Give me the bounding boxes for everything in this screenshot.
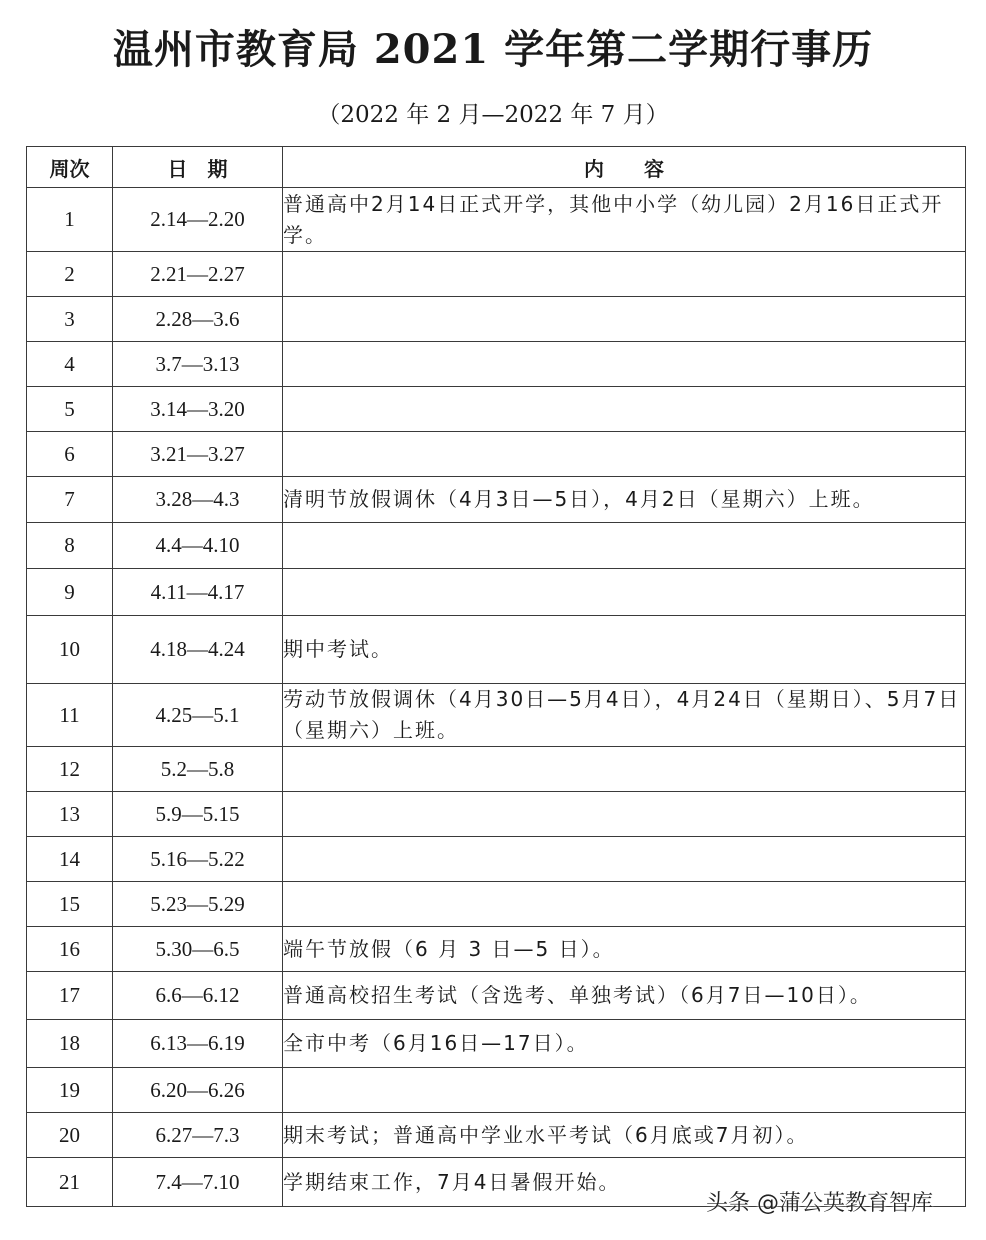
page-title: 温州市教育局 2021 学年第二学期行事历 xyxy=(112,26,874,73)
watermark: 头条 @蒲公英教育智库 xyxy=(706,1191,933,1216)
table-row xyxy=(27,252,966,297)
week-cell: 21 xyxy=(27,1158,113,1207)
week-cell: 7 xyxy=(27,477,113,523)
week-cell: 16 xyxy=(27,927,113,972)
content-cell xyxy=(283,747,966,792)
date-cell: 4.18—4.24 xyxy=(113,616,283,684)
week-cell: 10 xyxy=(27,616,113,684)
date-cell: 3.28—4.3 xyxy=(113,477,283,523)
content-cell xyxy=(283,297,966,342)
content-cell xyxy=(283,523,966,569)
table-row xyxy=(27,882,966,927)
date-cell: 6.13—6.19 xyxy=(113,1020,283,1068)
calendar-rows xyxy=(27,188,966,1207)
date-cell: 4.11—4.17 xyxy=(113,569,283,616)
date-cell: 5.23—5.29 xyxy=(113,882,283,927)
table-header-row xyxy=(27,147,966,188)
week-cell: 18 xyxy=(27,1020,113,1068)
table-row xyxy=(27,297,966,342)
week-cell: 13 xyxy=(27,792,113,837)
week-cell: 12 xyxy=(27,747,113,792)
date-cell: 6.20—6.26 xyxy=(113,1068,283,1113)
table-row xyxy=(27,1068,966,1113)
week-cell: 17 xyxy=(27,972,113,1020)
date-cell: 2.21—2.27 xyxy=(113,252,283,297)
table-row xyxy=(27,747,966,792)
content-cell: 劳动节放假调休（4月30日—5月4日），4月24日（星期日）、5月7日（星期六）上班。 xyxy=(283,684,966,747)
week-cell: 2 xyxy=(27,252,113,297)
date-cell: 3.7—3.13 xyxy=(113,342,283,387)
content-cell: 期末考试；普通高中学业水平考试（6月底或7月初）。 xyxy=(283,1113,966,1158)
content-cell xyxy=(283,252,966,297)
table-row xyxy=(27,684,966,747)
week-cell: 3 xyxy=(27,297,113,342)
content-cell xyxy=(283,882,966,927)
content-cell: 普通高校招生考试（含选考、单独考试）（6月7日—10日）。 xyxy=(283,972,966,1020)
content-cell xyxy=(283,569,966,616)
page-subtitle: （2022 年 2 月—2022 年 7 月） xyxy=(317,102,669,128)
date-cell: 5.16—5.22 xyxy=(113,837,283,882)
table-row xyxy=(27,792,966,837)
week-cell: 4 xyxy=(27,342,113,387)
content-cell xyxy=(283,342,966,387)
date-cell: 3.21—3.27 xyxy=(113,432,283,477)
week-cell: 9 xyxy=(27,569,113,616)
content-cell xyxy=(283,1068,966,1113)
content-cell: 普通高中2月14日正式开学，其他中小学（幼儿园）2月16日正式开学。 xyxy=(283,188,966,252)
header-week: 周次 xyxy=(27,147,113,188)
week-cell: 8 xyxy=(27,523,113,569)
table-row xyxy=(27,1020,966,1068)
content-cell xyxy=(283,432,966,477)
content-cell: 全市中考（6月16日—17日）。 xyxy=(283,1020,966,1068)
date-cell: 4.25—5.1 xyxy=(113,684,283,747)
table-row xyxy=(27,342,966,387)
table-row xyxy=(27,523,966,569)
date-cell: 6.6—6.12 xyxy=(113,972,283,1020)
week-cell: 20 xyxy=(27,1113,113,1158)
table-row xyxy=(27,387,966,432)
content-cell: 端午节放假（6 月 3 日—5 日）。 xyxy=(283,927,966,972)
date-cell: 5.2—5.8 xyxy=(113,747,283,792)
table-row xyxy=(27,1113,966,1158)
header-content: 内 容 xyxy=(283,147,966,188)
date-cell: 3.14—3.20 xyxy=(113,387,283,432)
date-cell: 5.9—5.15 xyxy=(113,792,283,837)
table-row xyxy=(27,616,966,684)
content-cell xyxy=(283,837,966,882)
week-cell: 11 xyxy=(27,684,113,747)
content-cell xyxy=(283,792,966,837)
table-row xyxy=(27,477,966,523)
date-cell: 5.30—6.5 xyxy=(113,927,283,972)
table-row xyxy=(27,188,966,252)
table-row xyxy=(27,972,966,1020)
content-cell: 期中考试。 xyxy=(283,616,966,684)
table-row xyxy=(27,432,966,477)
date-cell: 7.4—7.10 xyxy=(113,1158,283,1207)
week-cell: 14 xyxy=(27,837,113,882)
date-cell: 2.28—3.6 xyxy=(113,297,283,342)
content-cell: 学期结束工作，7月4日暑假开始。 xyxy=(283,1158,966,1207)
week-cell: 6 xyxy=(27,432,113,477)
week-cell: 1 xyxy=(27,188,113,252)
table-row xyxy=(27,837,966,882)
week-cell: 5 xyxy=(27,387,113,432)
content-cell: 清明节放假调休（4月3日—5日），4月2日（星期六）上班。 xyxy=(283,477,966,523)
table-row xyxy=(27,927,966,972)
table-row xyxy=(27,569,966,616)
date-cell: 2.14—2.20 xyxy=(113,188,283,252)
date-cell: 6.27—7.3 xyxy=(113,1113,283,1158)
week-cell: 15 xyxy=(27,882,113,927)
calendar-table xyxy=(26,146,966,1207)
week-cell: 19 xyxy=(27,1068,113,1113)
content-cell xyxy=(283,387,966,432)
date-cell: 4.4—4.10 xyxy=(113,523,283,569)
header-date: 日 期 xyxy=(113,147,283,188)
